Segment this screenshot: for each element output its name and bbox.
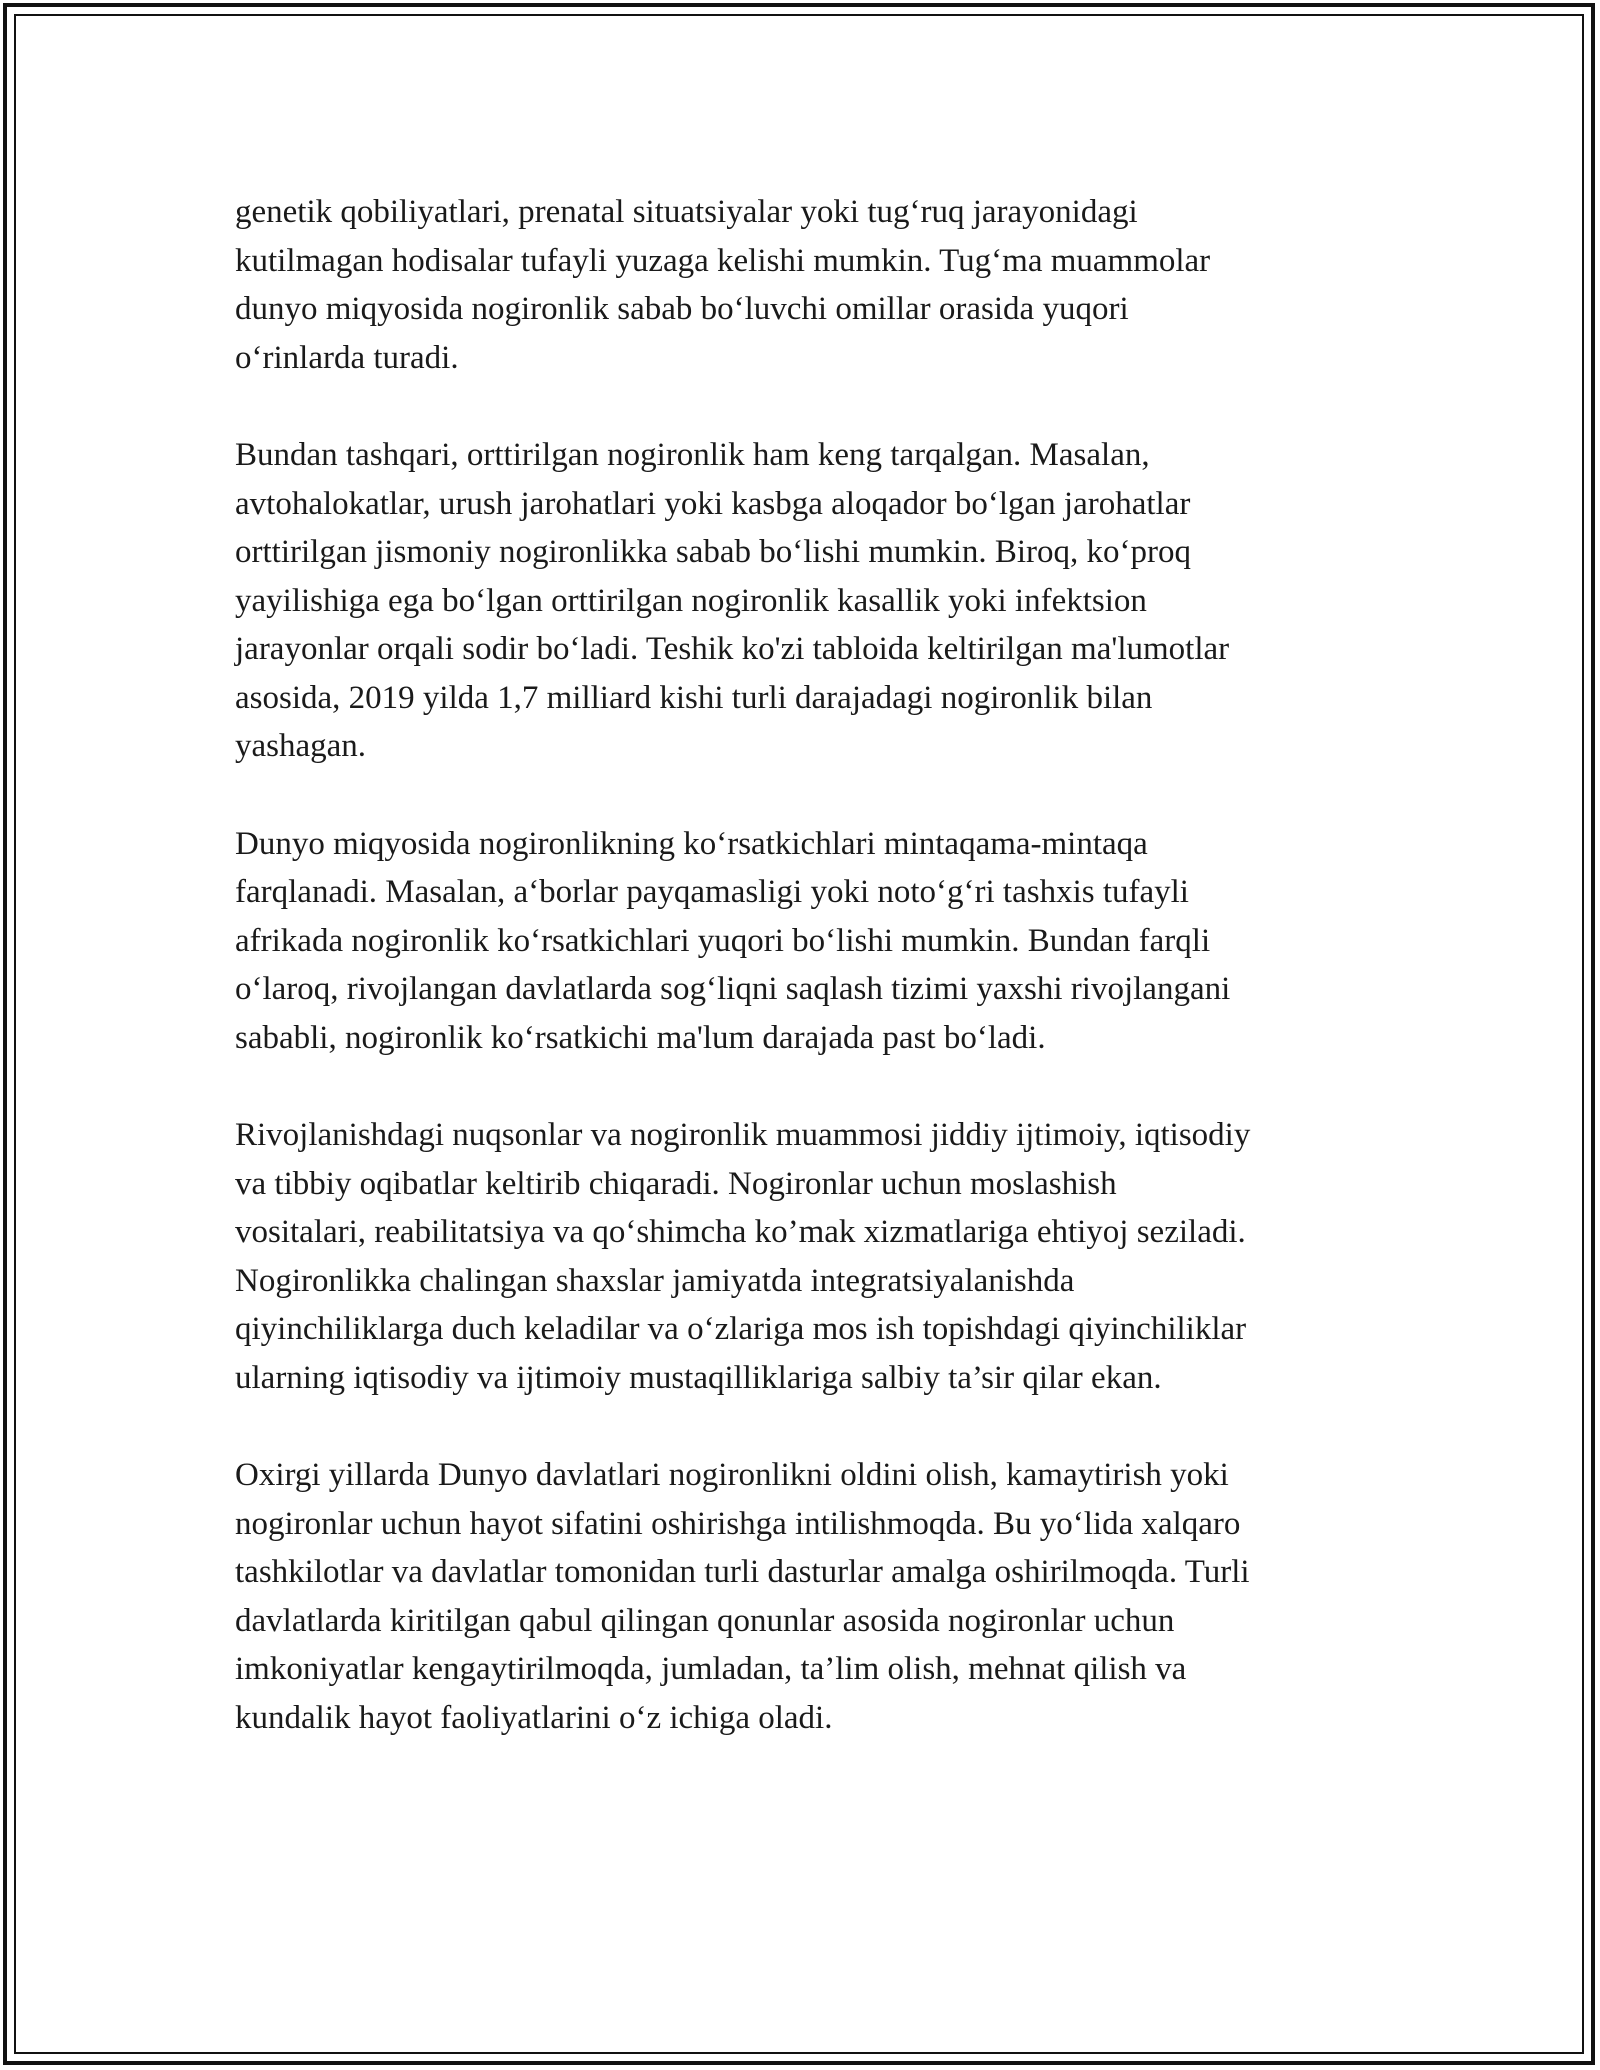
paragraph-consequences: Rivojlanishdagi nuqsonlar va nogironlik muammosi jiddiy ijtimoiy, iqtisodiy va tibbiy oqibatlar keltirib chiqaradi. Nogironlar uchun moslashish vositalari, reabilitatsiya va qo‘shimcha ko’mak xizmatlariga ehtiyoj seziladi. Nogironlikka chalingan shaxslar jamiyatda integratsiyalanishda qiyinchiliklarga duch keladilar va o‘zlariga mos ish topishdagi qiyinchiliklar ularning iqtisodiy va ijtimoiy mustaqilliklariga salbiy ta’sir qilar ekan.: [235, 1117, 1251, 1396]
document-body: [235, 188, 1395, 1791]
paragraph-regional-differences: Dunyo miqyosida nogironlikning ko‘rsatkichlari mintaqama-mintaqa farqlanadi. Masalan, a‘borlar payqamasligi yoki noto‘g‘ri tashxis tufayli afrikada nogironlik ko‘rsatkichlari yuqori bo‘lishi mumkin. Bundan farqli o‘laroq, rivojlangan davlatlarda sog‘liqni saqlash tizimi yaxshi rivojlangani sababli, nogironlik ko‘rsatkichi ma'lum darajada past bo‘ladi.: [235, 825, 1231, 1056]
paragraph-global-efforts: Oxirgi yillarda Dunyo davlatlari nogironlikni oldini olish, kamaytirish yoki nogironlar uchun hayot sifatini oshirishga intilishmoqda. Bu yo‘lida xalqaro tashkilotlar va davlatlar tomonidan turli dasturlar amalga oshirilmoqda. Turli davlatlarda kiritilgan qabul qilingan qonunlar asosida nogironlar uchun imkoniyatlar kengaytirilmoqda, jumladan, ta’lim olish, mehnat qilish va kundalik hayot faoliyatlarini o‘z ichiga oladi.: [235, 1457, 1250, 1736]
paragraph-acquired-disability: Bundan tashqari, orttirilgan nogironlik ham keng tarqalgan. Masalan, avtohalokatlar, urush jarohatlari yoki kasbga aloqador bo‘lgan jarohatlar orttirilgan jismoniy nogironlikka sabab bo‘lishi mumkin. Biroq, ko‘proq yayilishiga ega bo‘lgan orttirilgan nogironlik kasallik yoki infektsion jarayonlar orqali sodir bo‘ladi. Teshik ko'zi tabloida keltirilgan ma'lumotlar asosida, 2019 yilda 1,7 milliard kishi turli darajadagi nogironlik bilan yashagan.: [235, 437, 1230, 764]
paragraph-genetic-causes: genetik qobiliyatlari, prenatal situatsiyalar yoki tug‘ruq jarayonidagi kutilmagan hodisalar tufayli yuzaga kelishi mumkin. Tug‘ma muammolar dunyo miqyosida nogironlik sabab bo‘luvchi omillar orasida yuqori o‘rinlarda turadi.: [235, 194, 1211, 376]
